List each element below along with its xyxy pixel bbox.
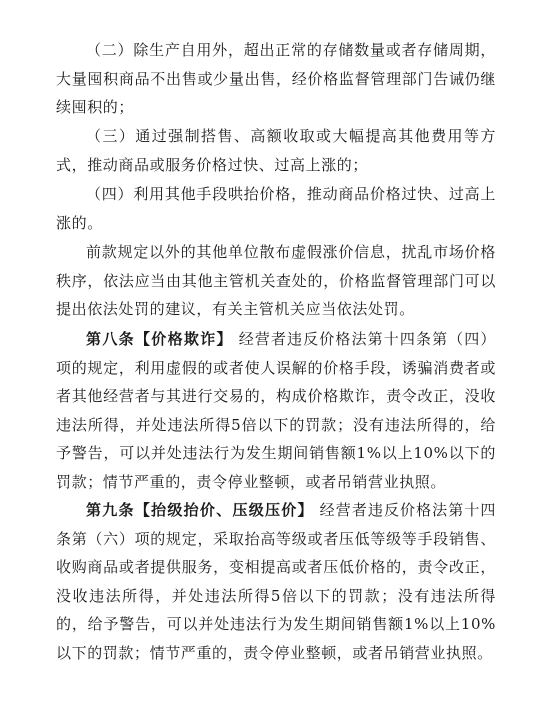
paragraph-item-4	[56, 180, 496, 237]
paragraph-text: 前款规定以外的其他单位散布虚假涨价信息，扰乱市场价格秩序，依法应当由其他主管机关查处的，价格监督管理部门可以提出依法处罚的建议，有关主管机关应当依法处罚。	[56, 243, 496, 319]
article-body: 经营者违反价格法第十四条第（四）项的规定，利用虚假的或者使人误解的价格手段，诱骗消费者或者其他经营者与其进行交易的，构成价格欺诈，责令改正，没收违法所得，并处违法所得5倍以下的罚款；没有违法所得的，给予警告，可以并处违法行为发生期间销售额1%以上10%以下的罚款；情节严重的，责令停业整顿，或者吊销营业执照。	[56, 330, 497, 491]
article-body: 经营者违反价格法第十四条第（六）项的规定，采取抬高等级或者压低等级等手段销售、收购商品或者提供服务，变相提高或者压低价格的，责令改正，没收违法所得，并处违法所得5倍以下的罚款；没有违法所得的，给予警告，可以并处违法行为发生期间销售额1%以上10%以下的罚款；情节严重的，责令停业整顿，或者吊销营业执照。	[56, 501, 496, 662]
paragraph-text: （二）除生产自用外，超出正常的存储数量或者存储周期，大量囤积商品不出售或少量出售，经价格监督管理部门告诫仍继续囤积的；	[56, 41, 496, 117]
paragraph-text: （四）利用其他手段哄抬价格，推动商品价格过快、过高上涨的。	[56, 185, 496, 232]
article-9	[56, 496, 496, 668]
article-8	[56, 325, 496, 497]
article-heading: 第九条【抬级抬价、压级压价】	[86, 501, 314, 519]
paragraph-item-2	[56, 36, 496, 122]
paragraph-text: （三）通过强制搭售、高额收取或大幅提高其他费用等方式，推动商品或服务价格过快、过高上涨的；	[56, 127, 496, 174]
paragraph-supplementary	[56, 238, 496, 324]
paragraph-item-3	[56, 122, 496, 179]
article-heading: 第八条【价格欺诈】	[86, 330, 233, 348]
